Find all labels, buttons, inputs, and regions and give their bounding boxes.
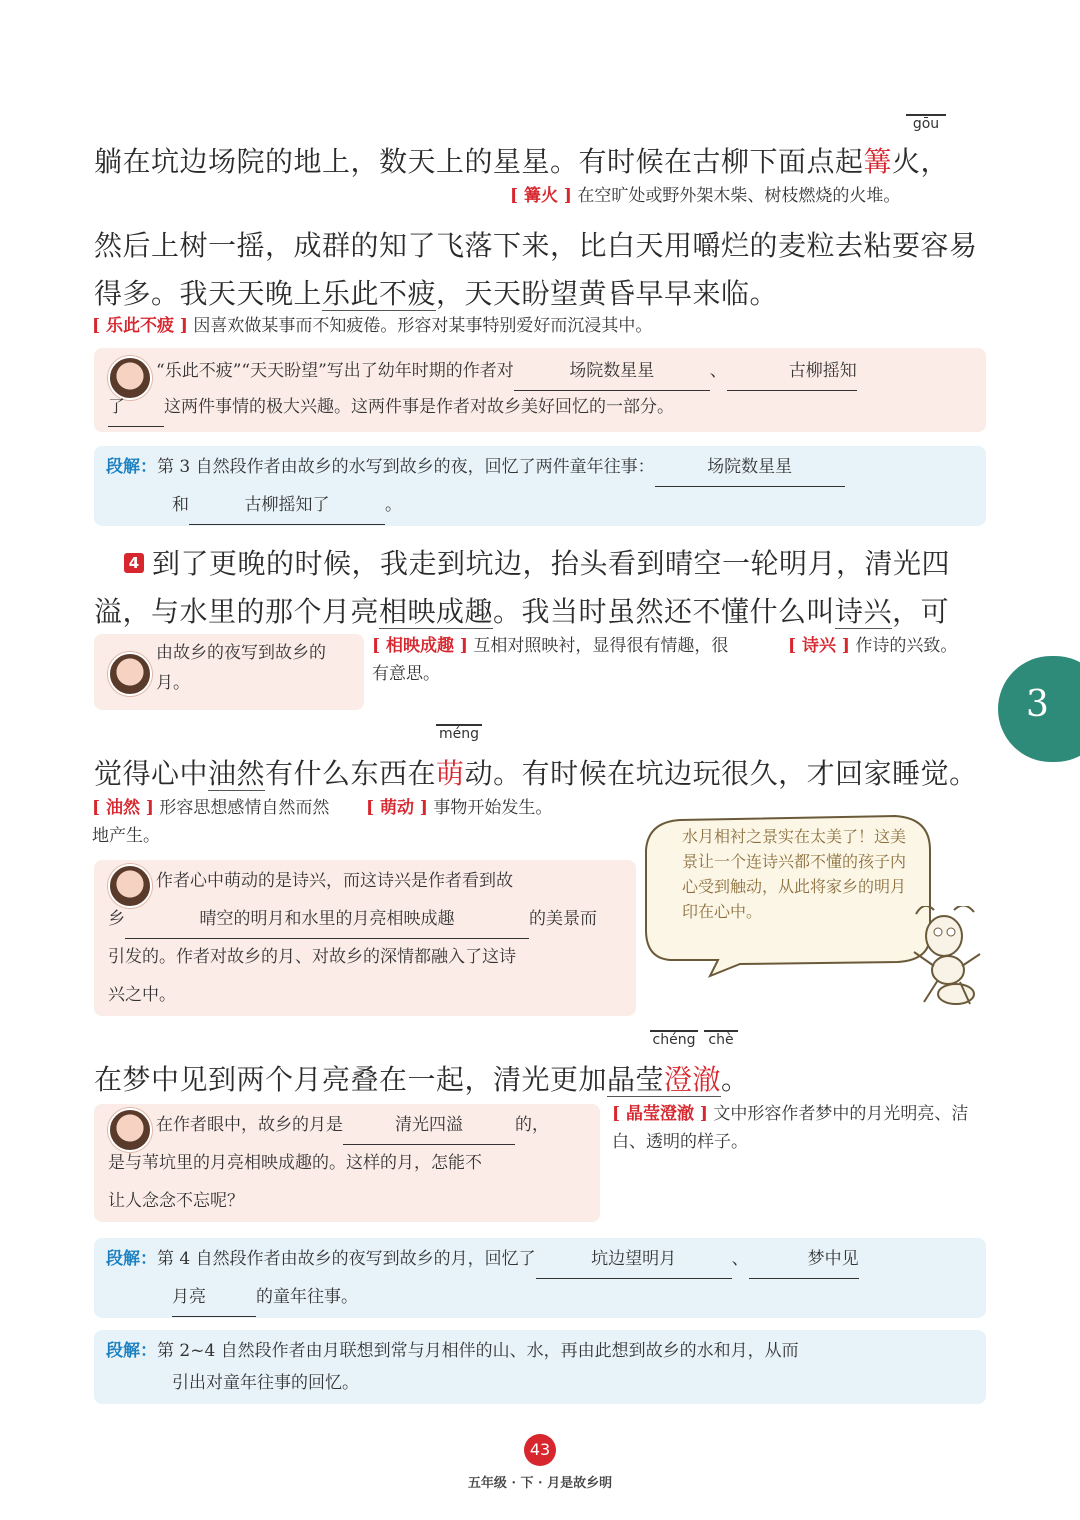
gloss-mengdong: [366, 794, 552, 822]
gloss-term: [ 晶莹澄澈 ]: [612, 1104, 708, 1124]
summary-label: 段解: [106, 1341, 140, 1361]
pinyin-che: chè: [704, 1030, 738, 1048]
answer-blank: 了: [108, 388, 164, 427]
gloss-definition: 互相对照映衬，显得很有情趣，很有意思。: [372, 636, 729, 684]
paragraph-line: [94, 272, 778, 312]
note-line: 了 这两件事情的极大兴趣。这两件事是作者对故乡美好回忆的一部分。: [108, 388, 674, 427]
paragraph-number-badge: 4: [124, 553, 144, 573]
bubble-text: 水月相衬之景实在太美了！这美景让一个连诗兴都不懂的孩子内心受到触动，从此将家乡的明月印在心中。: [682, 827, 907, 921]
summary-label: 段解: [106, 1249, 140, 1269]
summary-line: 段解：第 4 自然段作者由故乡的夜写到故乡的月，回忆了 坑边望明月 、 梦中见: [106, 1240, 859, 1279]
note-line: 兴之中。: [108, 985, 176, 1005]
note-line: 是与苇坑里的月亮相映成趣的。这样的月，怎能不: [108, 1153, 482, 1173]
answer-blank: 月亮: [172, 1278, 256, 1317]
answer-blank: 场院数星星: [655, 448, 845, 487]
gloss-term: [ 诗兴 ]: [788, 636, 850, 656]
highlight-char: 篝: [863, 145, 893, 178]
note-line: 在作者眼中，故乡的月是 清光四溢 的，: [156, 1106, 549, 1145]
answer-blank: 晴空的明月和水里的月亮相映成趣: [125, 900, 529, 939]
summary-line: 和 古柳摇知了 。: [172, 486, 402, 525]
paragraph-summary: [94, 1330, 986, 1404]
paragraph-line: 然后上树一摇，成群的知了飞落下来，比白天用嚼烂的麦粒去粘要容易: [94, 229, 978, 262]
underlined-term: 诗兴: [835, 595, 893, 628]
teacher-note: [94, 634, 364, 710]
unit-tab-label: 3: [1026, 684, 1049, 725]
underlined-term: 乐此不疲: [322, 277, 437, 310]
paragraph-line: 在梦中见到两个月亮叠在一起，清光更加晶莹澄澈。: [94, 1063, 750, 1096]
teacher-note: [94, 348, 986, 432]
gloss-definition: 文中形容作者梦中的月光明亮、洁白、透明的样子。: [612, 1104, 969, 1152]
summary-line: 段解：第 2~4 自然段作者由月联想到常与月相伴的山、水，再由此想到故乡的水和月，从而: [106, 1341, 799, 1361]
answer-blank: 梦中见: [749, 1240, 859, 1279]
gloss-term: [ 萌动 ]: [366, 798, 428, 818]
paragraph-summary: [94, 446, 986, 526]
summary-line: 引出对童年往事的回忆。: [172, 1373, 359, 1393]
unit-tab[interactable]: [998, 656, 1080, 762]
summary-label: 段解: [106, 457, 140, 477]
note-line: 作者心中萌动的是诗兴，而这诗兴是作者看到故: [156, 871, 513, 891]
gloss-definition: 作诗的兴致。: [855, 636, 958, 656]
underlined-term: 油然: [208, 757, 266, 790]
page-number: 43: [524, 1434, 556, 1466]
gloss-definition: 事物开始发生。: [433, 798, 553, 818]
ant-character-icon: [904, 906, 988, 1008]
underlined-term: 相映成趣: [379, 595, 494, 628]
answer-blank: 古柳摇知: [727, 352, 857, 391]
note-line: 引发的。作者对故乡的月、对故乡的深情都融入了这诗: [108, 947, 516, 967]
note-line: “乐此不疲”“天天盼望”写出了幼年时期的作者对 场院数星星 、 古柳摇知: [156, 352, 857, 391]
answer-blank: 清光四溢: [343, 1106, 515, 1145]
paragraph-line: [94, 140, 949, 180]
gloss-shixing: [788, 632, 988, 660]
gloss-term: [ 乐此不疲 ]: [92, 316, 188, 336]
gloss-gouhuo: [510, 182, 900, 210]
highlight-chars: 澄澈: [664, 1063, 722, 1096]
gloss-jingyingchengche: [612, 1100, 988, 1156]
paragraph-line: 溢，与水里的那个月亮相映成趣。我当时虽然还不懂什么叫诗兴，可: [94, 595, 950, 628]
text: 火，: [892, 145, 950, 178]
gloss-definition: 在空旷处或野外架木柴、树枝燃烧的火堆。: [577, 186, 901, 206]
pinyin-gou: gōu: [906, 114, 946, 132]
paragraph-summary: [94, 1238, 986, 1318]
answer-blank: 坑边望明月: [536, 1240, 732, 1279]
answer-blank: 场院数星星: [514, 352, 710, 391]
summary-line: 月亮 的童年往事。: [172, 1278, 358, 1317]
teacher-note: [94, 860, 636, 1016]
paragraph-line: 到了更晚的时候，我走到坑边，抬头看到晴空一轮明月，清光四: [152, 547, 951, 580]
gloss-youran: [92, 794, 338, 850]
gloss-term: [ 油然 ]: [92, 798, 154, 818]
gloss-definition: 因喜欢做某事而不知疲倦。形容对某事特别爱好而沉浸其中。: [193, 316, 653, 336]
pinyin-cheng: chéng: [650, 1030, 698, 1048]
note-line: 让人念念不忘呢？: [108, 1191, 244, 1211]
gloss-lecibupi: [92, 312, 652, 340]
summary-line: 段解：第 3 自然段作者由故乡的水写到故乡的夜，回忆了两件童年往事： 场院数星星: [106, 448, 845, 487]
gloss-term: [ 篝火 ]: [510, 186, 572, 206]
answer-blank: 古柳摇知了: [189, 486, 385, 525]
paragraph-line: 觉得心中油然有什么东西在萌动。有时候在坑边玩很久，才回家睡觉。: [94, 757, 978, 790]
gloss-xiangyingchengqu: [372, 632, 732, 688]
text: 躺在坑边场院的地上，数天上的星星。有时候在古柳下面点起: [94, 145, 864, 178]
underlined-term: 晶莹: [607, 1063, 665, 1096]
teacher-note: [94, 1104, 600, 1222]
pinyin-meng: méng: [436, 724, 482, 742]
note-line: 乡 晴空的明月和水里的月亮相映成趣 的美景而: [108, 900, 597, 939]
gloss-term: [ 相映成趣 ]: [372, 636, 468, 656]
avatar: [108, 652, 152, 696]
footer-caption: 五年级 · 下 · 月是故乡明: [467, 1476, 613, 1491]
text: ，天天盼望黄昏早早来临。: [436, 277, 779, 310]
note-text: 由故乡的夜写到故乡的月。: [156, 643, 326, 693]
text: 得多。我天天晚上: [94, 277, 323, 310]
gloss-definition: 形容思想感情自然而然地产生。: [92, 798, 330, 846]
highlight-char: 萌: [436, 757, 465, 790]
